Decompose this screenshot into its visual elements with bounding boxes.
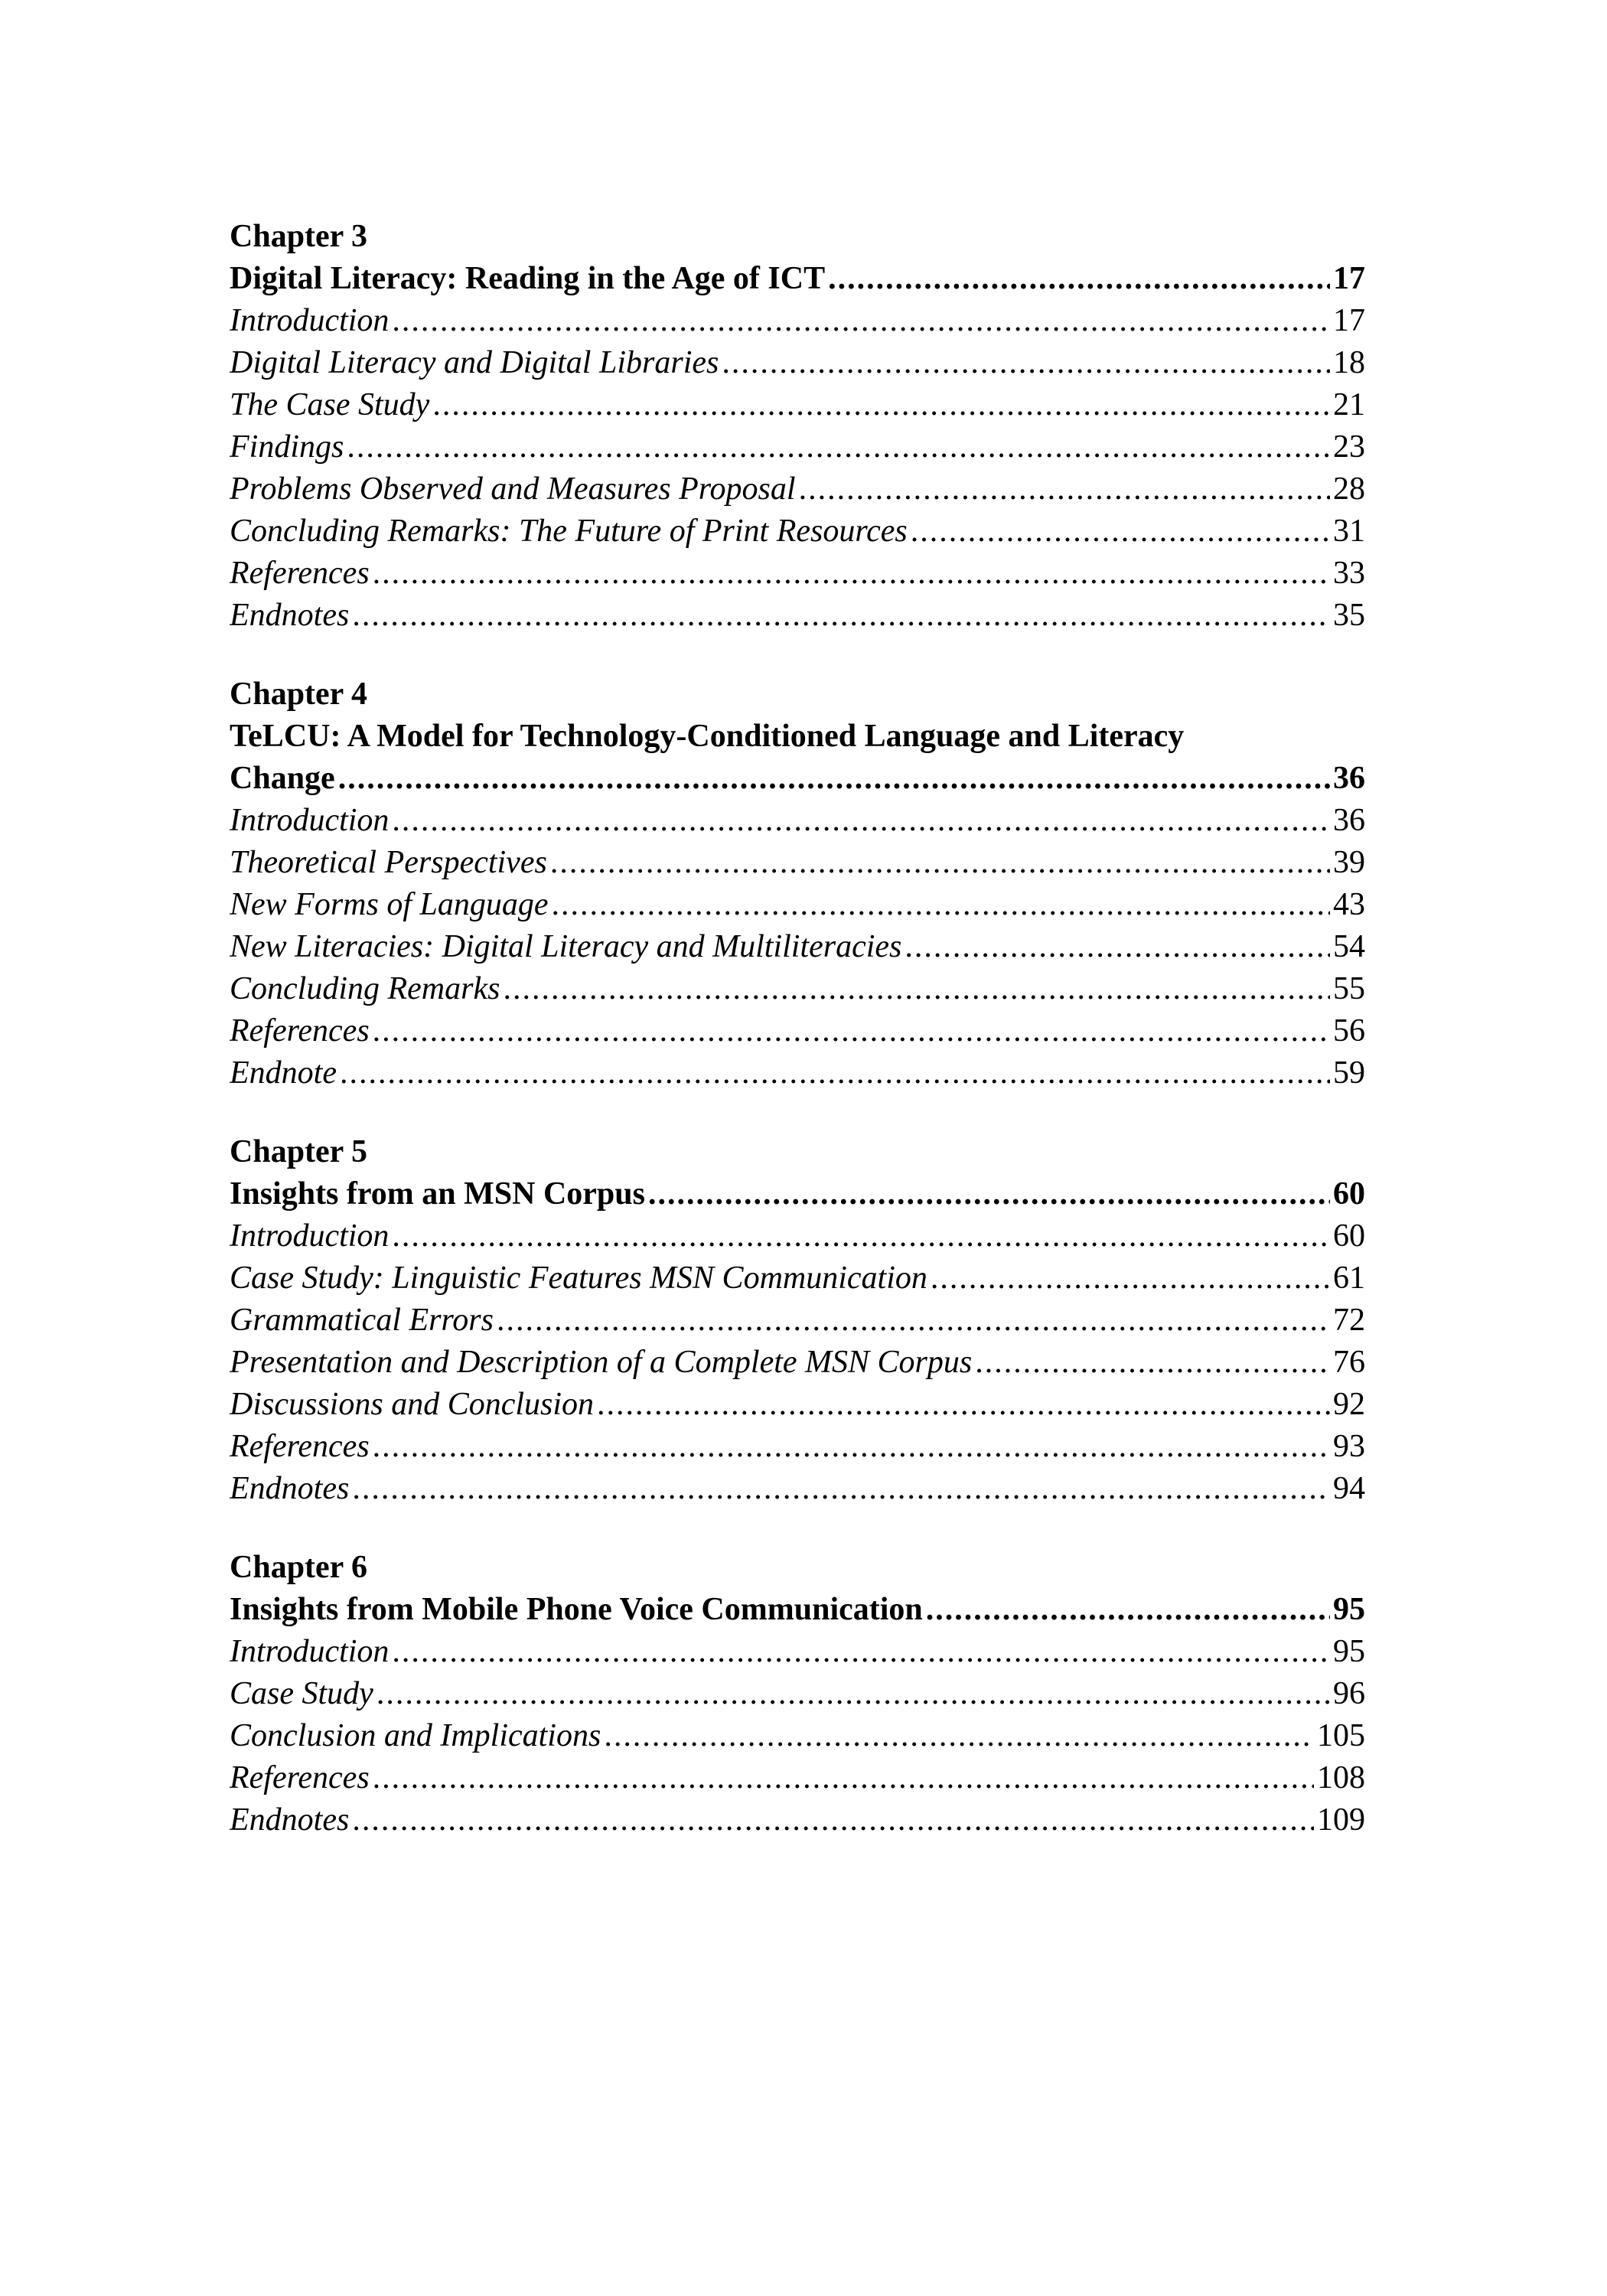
dot-leader (338, 758, 1330, 800)
toc-entry[interactable] (230, 1799, 1365, 1841)
entry-page-number: 23 (1333, 429, 1365, 465)
toc-entry[interactable] (230, 1468, 1365, 1510)
entry-page-number: 54 (1333, 929, 1365, 964)
entry-title: New Literacies: Digital Literacy and Multiliteracies (230, 929, 902, 964)
dot-leader (373, 1757, 1314, 1799)
toc-entry[interactable] (230, 1257, 1365, 1300)
toc-entry[interactable] (230, 1426, 1365, 1468)
entry-title: Presentation and Description of a Complete MSN Corpus (230, 1345, 973, 1380)
chapter-4-section (230, 673, 1365, 1094)
entry-title: Introduction (230, 1634, 390, 1669)
dot-leader (497, 1300, 1330, 1342)
entry-title: References (230, 1760, 370, 1795)
dot-leader (373, 1426, 1330, 1468)
chapter-page-number: 36 (1333, 761, 1365, 796)
toc-entry[interactable] (230, 595, 1365, 637)
dot-leader (340, 1052, 1330, 1094)
dot-leader (828, 258, 1330, 300)
chapter-6-section (230, 1547, 1365, 1841)
dot-leader (926, 1589, 1330, 1631)
toc-entry[interactable] (230, 1384, 1365, 1426)
entry-title: Problems Observed and Measures Proposal (230, 471, 796, 507)
entry-page-number: 93 (1333, 1429, 1365, 1464)
chapter-title: Insights from Mobile Phone Voice Communication (230, 1592, 923, 1627)
toc-entry[interactable] (230, 1300, 1365, 1342)
dot-leader (722, 342, 1330, 384)
entry-page-number: 94 (1333, 1471, 1365, 1506)
entry-title: Endnote (230, 1055, 337, 1091)
toc-entry[interactable] (230, 342, 1365, 384)
dot-leader (931, 1257, 1330, 1300)
entry-page-number: 61 (1333, 1261, 1365, 1296)
entry-page-number: 108 (1317, 1760, 1365, 1795)
entry-page-number: 96 (1333, 1676, 1365, 1711)
entry-title: Endnotes (230, 598, 350, 633)
dot-leader (373, 1010, 1330, 1052)
dot-leader (347, 426, 1330, 468)
chapter-title-row[interactable] (230, 758, 1365, 800)
dot-leader (352, 595, 1330, 637)
dot-leader (648, 1173, 1330, 1215)
entry-page-number: 92 (1333, 1387, 1365, 1422)
chapter-title: Digital Literacy: Reading in the Age of ICT (230, 261, 826, 296)
entry-page-number: 35 (1333, 598, 1365, 633)
entry-page-number: 109 (1317, 1802, 1365, 1838)
dot-leader (392, 1631, 1330, 1673)
chapter-title-line[interactable]: TeLCU: A Model for Technology-Conditioned Language and Literacy (230, 719, 1185, 754)
dot-leader (392, 300, 1330, 342)
dot-leader (911, 510, 1330, 553)
chapter-title-row[interactable] (230, 1173, 1365, 1215)
entry-title: Concluding Remarks (230, 971, 500, 1006)
toc-entry[interactable] (230, 553, 1365, 595)
toc-entry[interactable] (230, 1673, 1365, 1715)
toc-entry[interactable] (230, 1010, 1365, 1052)
entry-title: References (230, 556, 370, 591)
entry-title: Introduction (230, 303, 390, 338)
toc-entry[interactable] (230, 1342, 1365, 1384)
entry-page-number: 60 (1333, 1218, 1365, 1254)
toc-entry[interactable] (230, 1215, 1365, 1257)
chapter-title-row[interactable] (230, 258, 1365, 300)
entry-page-number: 36 (1333, 803, 1365, 838)
entry-page-number: 55 (1333, 971, 1365, 1006)
dot-leader (550, 842, 1330, 884)
chapter-label: Chapter 4 (230, 677, 368, 712)
toc-entry[interactable] (230, 384, 1365, 426)
entry-page-number: 18 (1333, 345, 1365, 380)
chapter-title: Change (230, 761, 335, 796)
dot-leader (373, 553, 1330, 595)
entry-title: References (230, 1429, 370, 1464)
entry-title: Introduction (230, 803, 390, 838)
chapter-label: Chapter 5 (230, 1134, 368, 1169)
dot-leader (975, 1342, 1330, 1384)
entry-title: Endnotes (230, 1471, 350, 1506)
toc-entry[interactable] (230, 1052, 1365, 1094)
dot-leader (376, 1673, 1330, 1715)
toc-entry[interactable] (230, 842, 1365, 884)
entry-title: Digital Literacy and Digital Libraries (230, 345, 719, 380)
chapter-label: Chapter 3 (230, 219, 368, 254)
chapter-label: Chapter 6 (230, 1550, 368, 1585)
entry-page-number: 39 (1333, 845, 1365, 880)
entry-page-number: 28 (1333, 471, 1365, 507)
chapter-5-section (230, 1131, 1365, 1510)
entry-page-number: 33 (1333, 556, 1365, 591)
toc-entry[interactable] (230, 300, 1365, 342)
dot-leader (392, 800, 1330, 842)
dot-leader (352, 1799, 1314, 1841)
entry-page-number: 56 (1333, 1013, 1365, 1049)
entry-title: Case Study: Linguistic Features MSN Communication (230, 1261, 927, 1296)
entry-title: Findings (230, 429, 344, 465)
dot-leader (905, 926, 1330, 968)
chapter-page-number: 60 (1333, 1176, 1365, 1212)
toc-entry[interactable] (230, 1715, 1365, 1757)
entry-title: Concluding Remarks: The Future of Print Resources (230, 514, 908, 549)
entry-page-number: 59 (1333, 1055, 1365, 1091)
entry-title: Case Study (230, 1676, 373, 1711)
dot-leader (432, 384, 1330, 426)
entry-page-number: 95 (1333, 1634, 1365, 1669)
entry-page-number: 105 (1317, 1718, 1365, 1753)
chapter-page-number: 17 (1333, 261, 1365, 296)
entry-title: Endnotes (230, 1802, 350, 1838)
toc-entry[interactable] (230, 468, 1365, 510)
toc-entry[interactable] (230, 926, 1365, 968)
entry-title: The Case Study (230, 387, 430, 422)
chapter-title: Insights from an MSN Corpus (230, 1176, 645, 1212)
toc-entry[interactable] (230, 426, 1365, 468)
entry-title: Introduction (230, 1218, 390, 1254)
toc-entry[interactable] (230, 884, 1365, 926)
entry-page-number: 43 (1333, 887, 1365, 922)
toc-entry[interactable] (230, 968, 1365, 1010)
dot-leader (597, 1384, 1330, 1426)
table-of-contents (230, 216, 1365, 1878)
dot-leader (503, 968, 1330, 1010)
chapter-page-number: 95 (1333, 1592, 1365, 1627)
chapter-3-section (230, 216, 1365, 637)
entry-title: Conclusion and Implications (230, 1718, 601, 1753)
entry-page-number: 31 (1333, 514, 1365, 549)
entry-page-number: 76 (1333, 1345, 1365, 1380)
toc-entry[interactable] (230, 1631, 1365, 1673)
dot-leader (392, 1215, 1330, 1257)
entry-title: New Forms of Language (230, 887, 549, 922)
entry-title: References (230, 1013, 370, 1049)
entry-title: Discussions and Conclusion (230, 1387, 595, 1422)
entry-page-number: 17 (1333, 303, 1365, 338)
entry-title: Theoretical Perspectives (230, 845, 547, 880)
toc-entry[interactable] (230, 1757, 1365, 1799)
entry-title: Grammatical Errors (230, 1303, 494, 1338)
dot-leader (552, 884, 1330, 926)
entry-page-number: 72 (1333, 1303, 1365, 1338)
dot-leader (352, 1468, 1330, 1510)
toc-entry[interactable] (230, 510, 1365, 553)
entry-page-number: 21 (1333, 387, 1365, 422)
toc-entry[interactable] (230, 800, 1365, 842)
dot-leader (604, 1715, 1314, 1757)
chapter-title-row[interactable] (230, 1589, 1365, 1631)
dot-leader (799, 468, 1330, 510)
